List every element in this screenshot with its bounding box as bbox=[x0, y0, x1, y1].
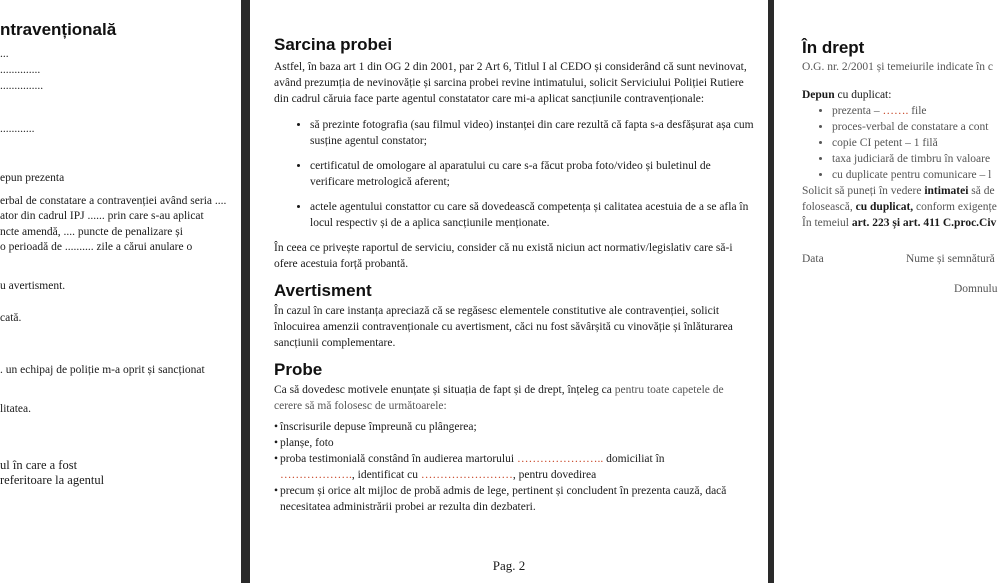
page-number: Pag. 2 bbox=[492, 558, 526, 573]
probe-item-text: planșe, foto bbox=[280, 437, 334, 449]
addressee-line: Domnulu bbox=[954, 283, 998, 295]
left-line: o perioadă de .......... zile a cărui anulare o bbox=[0, 241, 193, 253]
blank-field: ……. bbox=[882, 105, 909, 117]
left-line: u avertisment. bbox=[0, 280, 66, 292]
avertisment-text: În cazul în care instanța apreciază că se regăsesc elementele constitutive ale contravenției, solicit înlocuirea amenzii contravenționale cu avertisment, căci nu fost săvârșită cu vinovăție și înlăturarea sancțiunii complementare. bbox=[274, 305, 733, 349]
probe-item-text: înscrisurile depuse împreună cu plângerea; bbox=[280, 421, 477, 433]
list-item: • certificatul de omologare al aparatului cu care s-a făcut proba foto/video și buletinul de verificare metrologică aferent; bbox=[310, 158, 754, 190]
section-title-in-drept: În drept bbox=[802, 38, 865, 57]
text-fragment: Solicit să puneți în vedere bbox=[802, 185, 925, 197]
probe-intro-text-grey: pentru toate capetele de cerere să mă folosesc de următoarele: bbox=[274, 384, 724, 412]
blank-field: …………………… bbox=[420, 469, 513, 481]
text-bold: intimatei bbox=[924, 185, 969, 197]
text-fragment: prezenta – bbox=[832, 105, 883, 117]
left-page bbox=[0, 0, 241, 583]
depun-line bbox=[802, 87, 1000, 103]
left-line: ............ bbox=[0, 123, 35, 135]
text-bold: art. 223 și art. 411 C.proc.Civ bbox=[851, 217, 997, 229]
probe-item-text bbox=[280, 451, 665, 483]
og-line: O.G. nr. 2/2001 și temeiurile indicate în c bbox=[802, 61, 993, 73]
depun-rest: cu duplicat: bbox=[834, 89, 892, 101]
blank-field: ………………….. bbox=[516, 453, 604, 465]
left-page-title: ntravențională bbox=[0, 20, 117, 39]
sarcina-bullet-list bbox=[274, 117, 754, 231]
text-fragment: domiciliat în bbox=[603, 453, 665, 465]
list-item bbox=[274, 451, 754, 483]
list-item bbox=[274, 419, 754, 435]
bullet-icon: • bbox=[274, 437, 279, 449]
right-page bbox=[774, 0, 1000, 583]
left-line: ncte amendă, .... puncte de penalizare și bbox=[0, 226, 183, 238]
foloseasca-line bbox=[802, 199, 1000, 215]
left-line: ............... bbox=[0, 80, 44, 92]
list-item bbox=[274, 483, 754, 515]
blank-field: ………………. bbox=[280, 469, 352, 481]
left-line: ... bbox=[0, 48, 9, 60]
list-item: • copie CI petent – 1 filă bbox=[832, 135, 1000, 151]
left-line: erbal de constatare a contravenției având seria .... bbox=[0, 195, 227, 207]
text-fragment: , pentru dovedirea bbox=[512, 469, 597, 481]
list-item bbox=[832, 103, 1000, 119]
list-item: • taxa judiciară de timbru în valoare bbox=[832, 151, 1000, 167]
middle-page bbox=[250, 0, 768, 583]
signature-row bbox=[802, 251, 1000, 267]
left-line: . un echipaj de poliție m-a oprit și sancționat bbox=[0, 364, 205, 376]
date-label: Data bbox=[802, 253, 824, 265]
section-title-avertisment: Avertisment bbox=[274, 281, 372, 300]
middle-page-content bbox=[274, 37, 754, 515]
text-fragment: , identificat cu bbox=[351, 469, 421, 481]
left-line: .............. bbox=[0, 64, 41, 76]
temei-line bbox=[802, 215, 1000, 231]
left-line: epun prezenta bbox=[0, 172, 65, 184]
solicit-line bbox=[802, 183, 1000, 199]
text-fragment: folosească, bbox=[802, 201, 856, 213]
left-line: litatea. bbox=[0, 403, 31, 415]
depun-list bbox=[802, 103, 1000, 183]
section-title-sarcina: Sarcina probei bbox=[274, 35, 393, 54]
text-fragment: proba testimonială constând în audierea martorului bbox=[280, 453, 517, 465]
text-fragment: să de bbox=[968, 185, 995, 197]
section-title-probe: Probe bbox=[274, 360, 323, 379]
probe-intro bbox=[274, 382, 754, 414]
bullet-icon: • bbox=[274, 453, 279, 465]
text-fragment: file bbox=[908, 105, 927, 117]
probe-item-text: precum și orice alt mijloc de probă admis de lege, pertinent și concludent în prezenta cauză, dacă necesitatea administrării probei ar rezulta din dezbateri. bbox=[280, 485, 727, 513]
left-line: ator din cadrul IPJ ...... prin care s-au aplicat bbox=[0, 210, 204, 222]
depun-bold: Depun bbox=[802, 89, 835, 101]
list-item: • proces-verbal de constatare a cont bbox=[832, 119, 1000, 135]
list-item: • cu duplicate pentru comunicare – l bbox=[832, 167, 1000, 183]
left-line: ul în care a fost bbox=[0, 458, 78, 472]
list-item: • să prezinte fotografia (sau filmul video) instanței din care rezultă că fapta s-a desfășurat așa cum susține agentul constator; bbox=[310, 117, 754, 149]
sarcina-closing: În ceea ce privește raportul de serviciu, consider că nu există niciun act normativ/legislativ care să-i ofere acestuia forță probantă. bbox=[274, 242, 733, 270]
bullet-icon: • bbox=[274, 485, 279, 497]
left-line: cată. bbox=[0, 312, 22, 324]
probe-list bbox=[274, 419, 754, 515]
bullet-icon: • bbox=[274, 421, 279, 433]
text-fragment: conform exigențe bbox=[913, 201, 997, 213]
text-bold: cu duplicat, bbox=[855, 201, 914, 213]
signature-label: Nume și semnătură bbox=[906, 253, 995, 265]
list-item bbox=[274, 435, 754, 451]
text-fragment: În temeiul bbox=[802, 217, 852, 229]
probe-intro-text: Ca să dovedesc motivele enunțate și situația de fapt și de drept, înțeleg ca bbox=[274, 384, 612, 396]
left-line: referitoare la agentul bbox=[0, 473, 105, 487]
list-item: • actele agentului constattor cu care să dovedească competența și calitatea acestuia de a se afla în locul respectiv și de a aplica sancțiunile menționate. bbox=[310, 199, 754, 231]
right-page-content bbox=[802, 40, 1000, 297]
sarcina-intro: Astfel, în baza art 1 din OG 2 din 2001, par 2 Art 6, Titlul I al CEDO și considerând că sunt nevinovat, având prezumția de nevinovăție și sarcina probei revine intimatului, solicit Serviciului Poliției Rutiere din cadrul căruia face parte agentul constatator care mi-a aplicat sancțiunile contravenționale: bbox=[274, 61, 747, 105]
